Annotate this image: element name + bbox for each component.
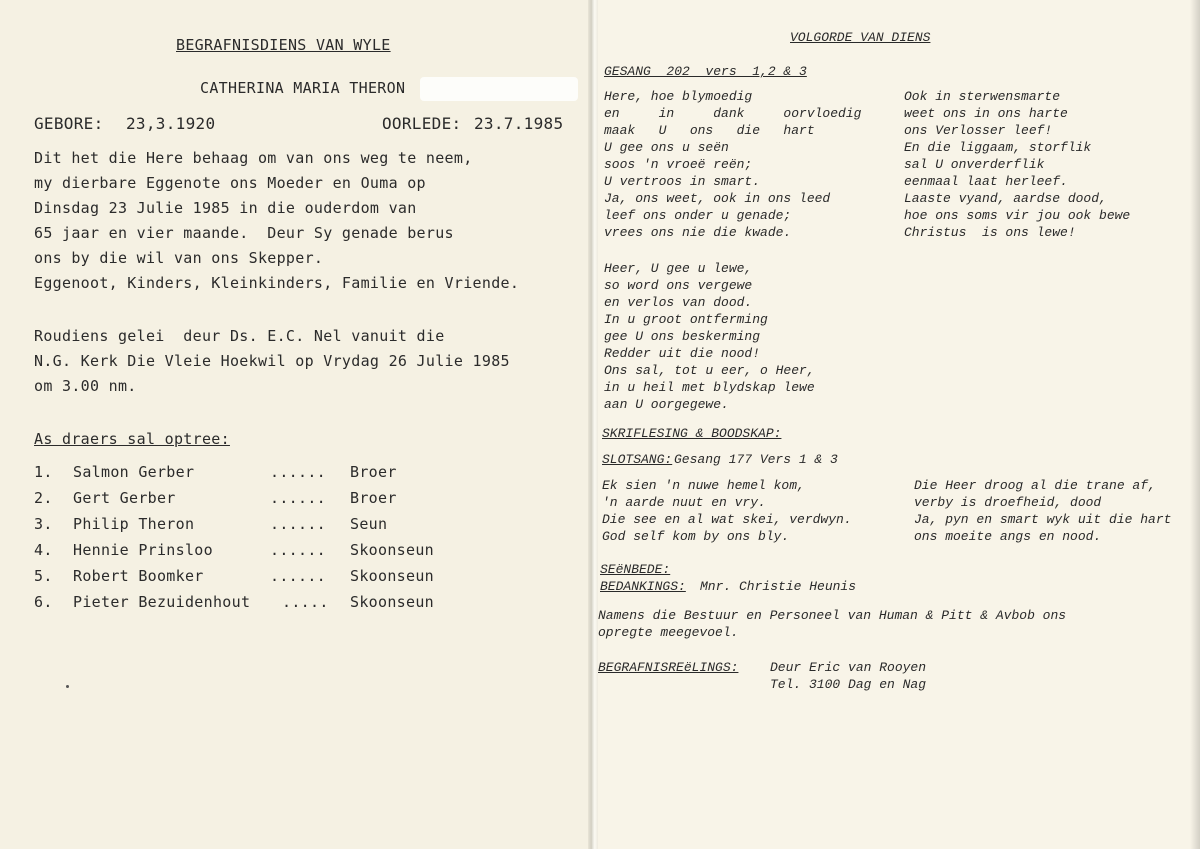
hymn-line: Ook in sterwensmarte [904, 89, 1061, 104]
hymn-line: maak U ons die hart [604, 123, 815, 138]
deceased-name: CATHERINA MARIA THERON [200, 79, 406, 97]
hymn-line: U vertroos in smart. [604, 174, 761, 189]
hymn-line: En die liggaam, storflik [904, 140, 1092, 155]
funeral-arrangements-label: BEGRAFNISREëLINGS: [598, 660, 739, 675]
intro-line: ons by die wil van ons Skepper. [34, 249, 324, 267]
intro-line: Eggenoot, Kinders, Kleinkinders, Familie en Vriende. [34, 274, 520, 292]
closing-hymn-label: SLOTSANG: [602, 452, 673, 467]
arrangements-line: Tel. 3100 Dag en Nag [770, 677, 927, 692]
correction-fluid-patch [420, 77, 578, 101]
page-fold [588, 0, 598, 849]
hymn-line: Ons sal, tot u eer, o Heer, [604, 363, 815, 378]
hymn-line: weet ons in ons harte [904, 106, 1068, 121]
bearer-number: 4. [34, 541, 53, 559]
bearer-name: Salmon Gerber [73, 463, 195, 481]
hymn-line: leef ons onder u genade; [604, 208, 792, 223]
bearer-name: Robert Boomker [73, 567, 204, 585]
bearer-dots: ...... [270, 463, 326, 481]
hymn-line: Here, hoe blymoedig [604, 89, 753, 104]
hymn-line: Die Heer droog al die trane af, [914, 478, 1156, 493]
scripture-reading-heading: SKRIFLESING & BOODSKAP: [602, 426, 782, 441]
paper-edge-shadow [1190, 0, 1200, 849]
intro-line: my dierbare Eggenote ons Moeder en Ouma op [34, 174, 426, 192]
hymn-line: Ja, ons weet, ook in ons leed [604, 191, 831, 206]
hymn-line: so word ons vergewe [604, 278, 753, 293]
hymn-line: verby is droefheid, dood [914, 495, 1102, 510]
hymn-line: Ja, pyn en smart wyk uit die hart [914, 512, 1172, 527]
bearer-relation: Seun [350, 515, 388, 533]
died-date: 23.7.1985 [474, 114, 564, 133]
bearer-relation: Skoonseun [350, 541, 434, 559]
born-date: 23,3.1920 [126, 114, 216, 133]
hymn-line: soos 'n vroeë reën; [604, 157, 753, 172]
bearer-name: Pieter Bezuidenhout [73, 593, 251, 611]
ink-speck [66, 685, 69, 688]
service-line: Roudiens gelei deur Ds. E.C. Nel vanuit die [34, 327, 445, 345]
hymn-line: Laaste vyand, aardse dood, [904, 191, 1107, 206]
hymn-line: Die see en al wat skei, verdwyn. [602, 512, 852, 527]
order-of-service-title: VOLGORDE VAN DIENS [790, 30, 931, 45]
hymn-line: en verlos van dood. [604, 295, 753, 310]
hymn-line: ons moeite angs en nood. [914, 529, 1102, 544]
bearer-number: 3. [34, 515, 53, 533]
hymn-line: eenmaal laat herleef. [904, 174, 1068, 189]
hymn-line: en in dank oorvloedig [604, 106, 862, 121]
hymn-line: in u heil met blydskap lewe [604, 380, 815, 395]
hymn-line: Redder uit die nood! [604, 346, 761, 361]
hymn-line: aan U oorgegewe. [604, 397, 729, 412]
hymn-line: 'n aarde nuut en vry. [602, 495, 766, 510]
hymn-line: vrees ons nie die kwade. [604, 225, 792, 240]
bearer-dots: ...... [270, 541, 326, 559]
hymn1-heading: GESANG 202 vers 1,2 & 3 [604, 64, 807, 79]
bearer-name: Hennie Prinsloo [73, 541, 213, 559]
thanks-name: Mnr. Christie Heunis [700, 579, 857, 594]
left-page [0, 0, 592, 849]
condolence-line: Namens die Bestuur en Personeel van Human & Pitt & Avbob ons [598, 608, 1067, 623]
bearers-heading: As draers sal optree: [34, 430, 230, 448]
arrangements-line: Deur Eric van Rooyen [770, 660, 927, 675]
bearer-name: Gert Gerber [73, 489, 176, 507]
service-line: N.G. Kerk Die Vleie Hoekwil op Vrydag 26 Julie 1985 [34, 352, 510, 370]
intro-line: 65 jaar en vier maande. Deur Sy genade berus [34, 224, 454, 242]
bearer-number: 6. [34, 593, 53, 611]
bearer-dots: ...... [270, 567, 326, 585]
bearer-number: 2. [34, 489, 53, 507]
hymn-line: gee U ons beskerming [604, 329, 761, 344]
bearer-name: Philip Theron [73, 515, 195, 533]
hymn-line: Christus is ons lewe! [904, 225, 1076, 240]
bearer-relation: Skoonseun [350, 567, 434, 585]
right-page [592, 0, 1200, 849]
hymn-line: ons Verlosser leef! [904, 123, 1053, 138]
hymn-line: sal U onverderflik [904, 157, 1045, 172]
blessing-heading: SEëNBEDE: [600, 562, 671, 577]
intro-line: Dinsdag 23 Julie 1985 in die ouderdom van [34, 199, 417, 217]
died-label: OORLEDE: [382, 114, 462, 133]
bearer-dots: ..... [282, 593, 329, 611]
intro-line: Dit het die Here behaag om van ons weg te neem, [34, 149, 473, 167]
bearer-relation: Broer [350, 489, 397, 507]
bearer-number: 5. [34, 567, 53, 585]
bearer-relation: Skoonseun [350, 593, 434, 611]
hymn-line: In u groot ontferming [604, 312, 768, 327]
hymn-line: God self kom by ons bly. [602, 529, 790, 544]
closing-hymn-reference: Gesang 177 Vers 1 & 3 [674, 452, 838, 467]
bearer-number: 1. [34, 463, 53, 481]
hymn-line: Heer, U gee u lewe, [604, 261, 753, 276]
hymn-line: Ek sien 'n nuwe hemel kom, [602, 478, 805, 493]
hymn-line: hoe ons soms vir jou ook bewe [904, 208, 1131, 223]
condolence-line: opregte meegevoel. [598, 625, 739, 640]
service-title: BEGRAFNISDIENS VAN WYLE [176, 36, 391, 54]
thanks-label: BEDANKINGS: [600, 579, 686, 594]
bearer-relation: Broer [350, 463, 397, 481]
service-line: om 3.00 nm. [34, 377, 137, 395]
born-label: GEBORE: [34, 114, 104, 133]
hymn-line: U gee ons u seën [604, 140, 729, 155]
bearer-dots: ...... [270, 489, 326, 507]
bearer-dots: ...... [270, 515, 326, 533]
